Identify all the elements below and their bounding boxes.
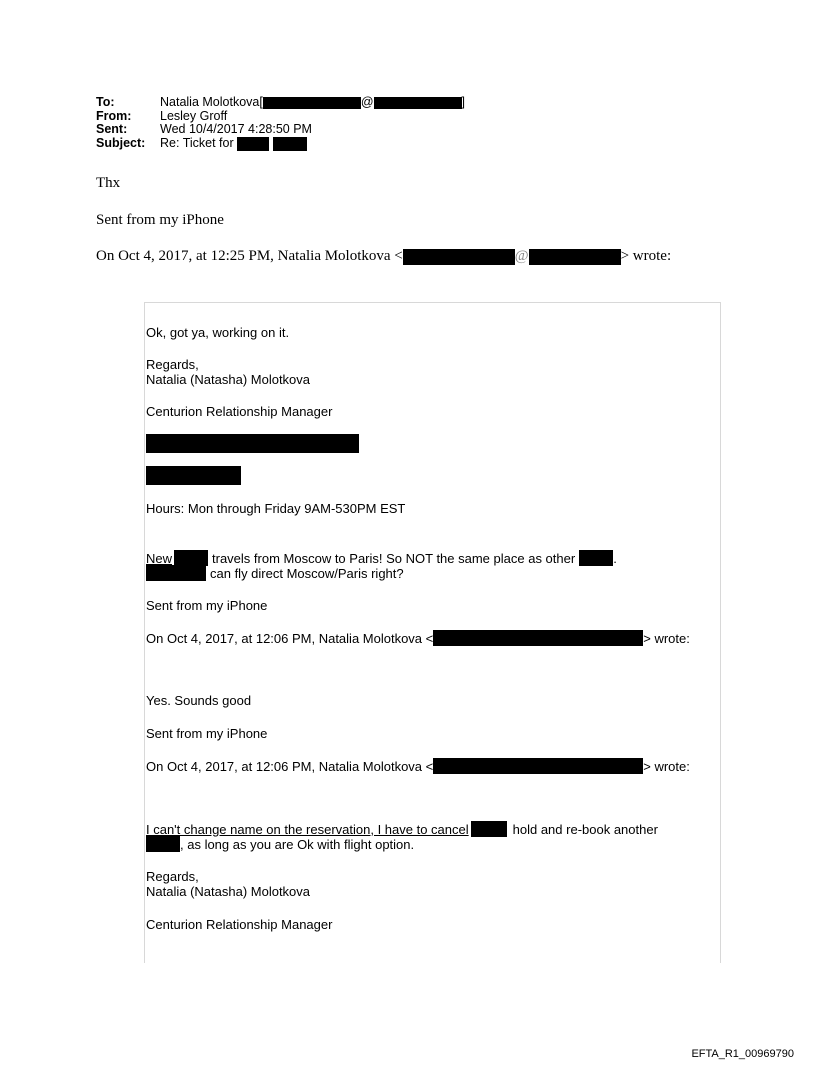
to-row <box>96 96 465 110</box>
quoted-msg3-line2 <box>146 836 414 852</box>
quoted-msg2-line2 <box>146 565 404 581</box>
quoted-line1: Ok, got ya, working on it. <box>146 325 290 340</box>
document-id: EFTA_R1_00969790 <box>691 1048 794 1060</box>
quoted-sent-iphone-1: Sent from my iPhone <box>146 598 268 613</box>
redaction-bar <box>433 758 643 774</box>
redaction-block <box>146 466 241 485</box>
msg3-a: I can't change name on the reservation, I have to cancel <box>146 821 469 837</box>
quote-intro <box>96 248 671 265</box>
quoted-intro3 <box>146 758 690 774</box>
redaction-bar <box>146 836 180 852</box>
redaction-bar <box>273 137 307 151</box>
msg2-b: travels from Moscow to Paris! So NOT the same place as other <box>212 550 576 566</box>
msg2-c: . <box>613 550 617 566</box>
reply-signature: Sent from my iPhone <box>96 212 224 228</box>
to-at: @ <box>360 95 374 109</box>
quote-intro-at: @ <box>514 248 529 264</box>
subject-label: Subject: <box>96 135 146 150</box>
quoted-msg3-line1 <box>146 821 658 837</box>
quoted-sent-iphone-2: Sent from my iPhone <box>146 726 268 741</box>
quoted-title: Centurion Relationship Manager <box>146 404 333 419</box>
msg2-d: can fly direct Moscow/Paris right? <box>210 565 404 581</box>
from-value: Lesley Groff <box>160 108 228 123</box>
redaction-bar <box>579 550 613 566</box>
quoted-yes: Yes. Sounds good <box>146 693 252 708</box>
redaction-block <box>146 434 359 453</box>
intro2-post: > wrote: <box>643 630 690 646</box>
intro3-post: > wrote: <box>643 758 690 774</box>
from-row <box>96 110 465 124</box>
email-header <box>96 96 465 151</box>
quoted-hours: Hours: Mon through Friday 9AM-530PM EST <box>146 501 406 516</box>
subject-value: Re: Ticket for <box>160 135 234 150</box>
redaction-bar <box>174 550 208 566</box>
msg3-b: hold and re-book another <box>512 821 658 837</box>
redaction-bar <box>403 249 515 265</box>
redaction-bar <box>374 97 462 109</box>
quoted-msg2-line1 <box>146 550 617 566</box>
redaction-bar <box>433 630 643 646</box>
reply-text: Thx <box>96 175 121 191</box>
subject-row <box>96 137 465 151</box>
msg2-a: New <box>146 550 173 566</box>
quoted-title2: Centurion Relationship Manager <box>146 917 333 932</box>
quoted-name: Natalia (Natasha) Molotkova <box>146 372 311 387</box>
redaction-bar <box>146 565 206 581</box>
sent-label: Sent: <box>96 122 128 136</box>
redaction-bar <box>237 137 269 151</box>
to-name: Natalia Molotkova[ <box>160 95 263 109</box>
redaction-bar <box>471 821 507 837</box>
quoted-name2: Natalia (Natasha) Molotkova <box>146 884 311 899</box>
sent-value: Wed 10/4/2017 4:28:50 PM <box>160 122 312 136</box>
quoted-intro2 <box>146 630 690 646</box>
quoted-regards2: Regards, <box>146 869 199 884</box>
to-close: ] <box>461 95 466 109</box>
redaction-bar <box>263 97 361 109</box>
from-label: From: <box>96 108 132 123</box>
intro3-pre: On Oct 4, 2017, at 12:06 PM, Natalia Molotkova < <box>146 758 434 774</box>
quote-intro-post: > wrote: <box>620 248 672 264</box>
quoted-regards: Regards, <box>146 357 199 372</box>
redaction-bar <box>529 249 621 265</box>
to-label: To: <box>96 95 115 109</box>
sent-row <box>96 123 465 137</box>
quote-intro-pre: On Oct 4, 2017, at 12:25 PM, Natalia Molotkova < <box>96 248 403 264</box>
intro2-pre: On Oct 4, 2017, at 12:06 PM, Natalia Molotkova < <box>146 630 434 646</box>
msg3-c: , as long as you are Ok with flight option. <box>180 836 415 852</box>
